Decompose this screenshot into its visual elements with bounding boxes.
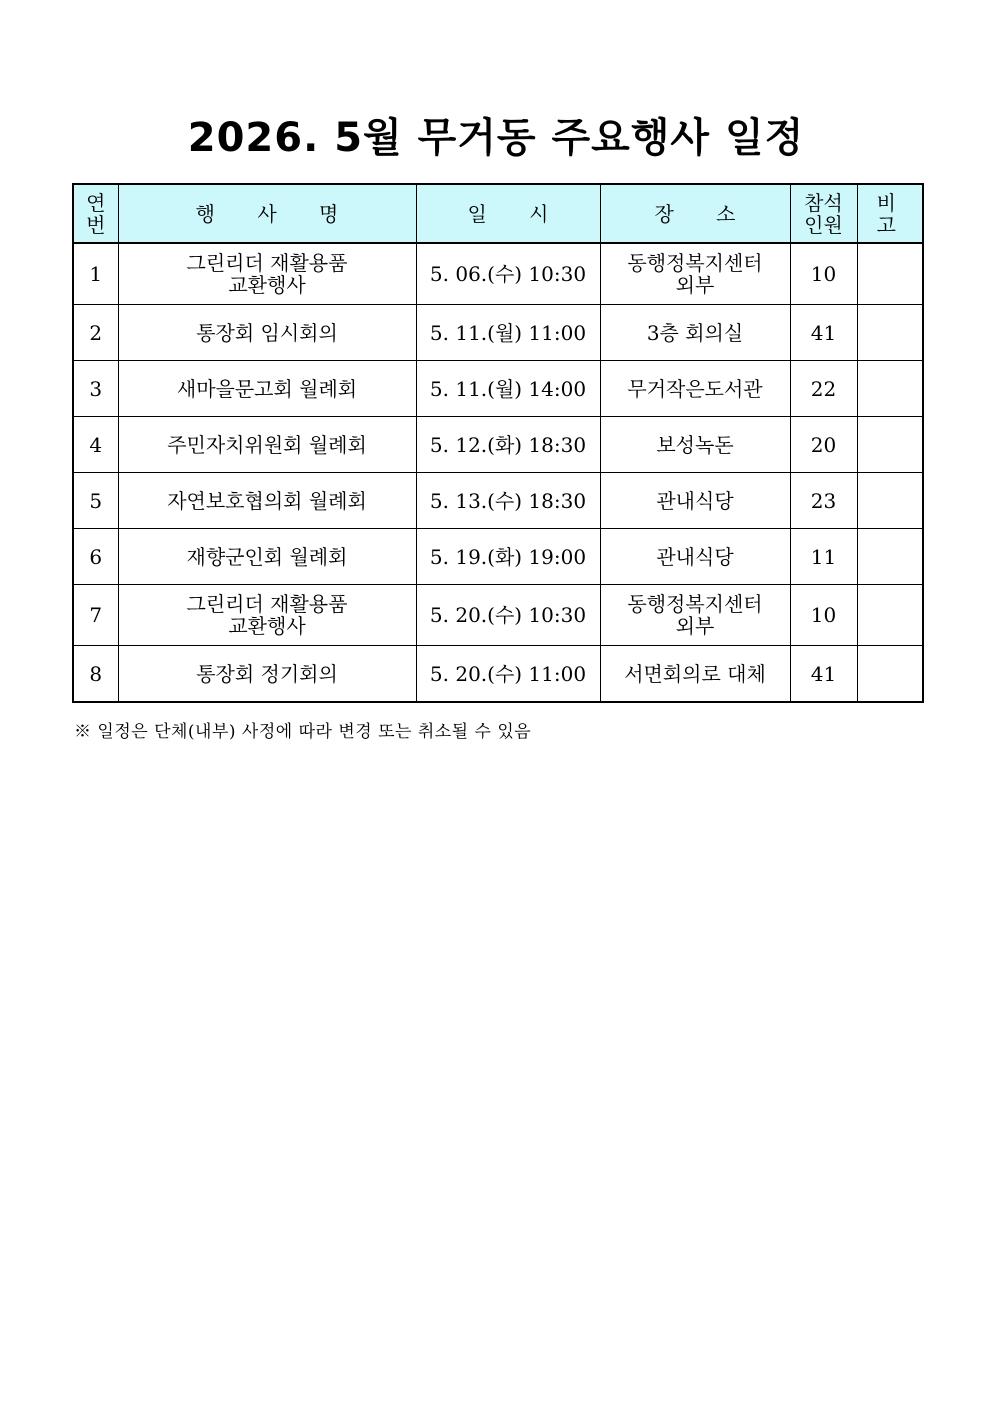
cell-attendees: 10 (790, 585, 857, 646)
cell-attendees: 23 (790, 473, 857, 529)
cell-event: 자연보호협의회 월례회 (118, 473, 416, 529)
header-attendees-line2: 인원 (804, 212, 843, 237)
cell-no: 1 (73, 243, 118, 305)
cell-event: 통장회 임시회의 (118, 305, 416, 361)
cell-place: 3층 회의실 (600, 305, 790, 361)
cell-no: 4 (73, 417, 118, 473)
cell-event: 주민자치위원회 월례회 (118, 417, 416, 473)
event-schedule-table (72, 183, 924, 703)
cell-place: 관내식당 (600, 529, 790, 585)
header-remarks-label: 비 고 (876, 190, 903, 237)
header-event-label: 행 사 명 (195, 201, 357, 226)
cell-remarks (857, 361, 923, 417)
header-attendees-line1: 참석 (804, 190, 843, 215)
cell-place: 서면회의로 대체 (600, 646, 790, 703)
cell-remarks (857, 417, 923, 473)
schedule-change-note: ※ 일정은 단체(내부) 사정에 따라 변경 또는 취소될 수 있음 (74, 722, 532, 742)
table-row (73, 361, 923, 417)
cell-datetime: 5. 06.(수) 10:30 (416, 243, 600, 305)
cell-attendees: 11 (790, 529, 857, 585)
cell-datetime: 5. 11.(월) 11:00 (416, 305, 600, 361)
cell-event (118, 243, 416, 305)
cell-attendees: 41 (790, 646, 857, 703)
table-row (73, 473, 923, 529)
cell-place-line2: 외부 (675, 273, 715, 297)
table-row (73, 305, 923, 361)
header-place (600, 184, 790, 243)
cell-place: 보성녹돈 (600, 417, 790, 473)
cell-event-line1: 그린리더 재활용품 (186, 592, 348, 616)
cell-place: 관내식당 (600, 473, 790, 529)
cell-attendees: 22 (790, 361, 857, 417)
cell-remarks (857, 243, 923, 305)
header-no-line2: 번 (86, 212, 106, 237)
cell-attendees: 41 (790, 305, 857, 361)
cell-datetime: 5. 11.(월) 14:00 (416, 361, 600, 417)
cell-remarks (857, 585, 923, 646)
page-title: 2026. 5월 무거동 주요행사 일정 (187, 115, 805, 161)
header-place-label: 장 소 (654, 201, 754, 226)
cell-no: 5 (73, 473, 118, 529)
cell-place (600, 243, 790, 305)
table-row (73, 417, 923, 473)
cell-datetime: 5. 19.(화) 19:00 (416, 529, 600, 585)
cell-datetime: 5. 12.(화) 18:30 (416, 417, 600, 473)
header-remarks (857, 184, 923, 243)
cell-attendees: 10 (790, 243, 857, 305)
cell-no: 2 (73, 305, 118, 361)
cell-event-line1: 그린리더 재활용품 (186, 251, 348, 275)
cell-event: 재향군인회 월례회 (118, 529, 416, 585)
cell-remarks (857, 305, 923, 361)
cell-place-line2: 외부 (675, 614, 715, 638)
cell-datetime: 5. 13.(수) 18:30 (416, 473, 600, 529)
header-event (118, 184, 416, 243)
header-datetime (416, 184, 600, 243)
table-row (73, 585, 923, 646)
cell-place: 무거작은도서관 (600, 361, 790, 417)
header-no (73, 184, 118, 243)
table-row (73, 529, 923, 585)
cell-attendees: 20 (790, 417, 857, 473)
header-attendees (790, 184, 857, 243)
cell-remarks (857, 646, 923, 703)
cell-no: 8 (73, 646, 118, 703)
cell-datetime: 5. 20.(수) 10:30 (416, 585, 600, 646)
cell-place-line1: 동행정복지센터 (627, 592, 763, 616)
table-row (73, 646, 923, 703)
cell-event-line2: 교환행사 (228, 614, 306, 638)
cell-remarks (857, 529, 923, 585)
header-datetime-label: 일 시 (467, 201, 567, 226)
cell-no: 3 (73, 361, 118, 417)
cell-event: 통장회 정기회의 (118, 646, 416, 703)
cell-event: 새마을문고회 월례회 (118, 361, 416, 417)
cell-place-line1: 동행정복지센터 (627, 251, 763, 275)
cell-event-line2: 교환행사 (228, 273, 306, 297)
cell-no: 6 (73, 529, 118, 585)
cell-remarks (857, 473, 923, 529)
table-header-row (73, 184, 923, 243)
cell-datetime: 5. 20.(수) 11:00 (416, 646, 600, 703)
header-no-line1: 연 (86, 190, 106, 215)
cell-event (118, 585, 416, 646)
cell-no: 7 (73, 585, 118, 646)
cell-place (600, 585, 790, 646)
table-row (73, 243, 923, 305)
